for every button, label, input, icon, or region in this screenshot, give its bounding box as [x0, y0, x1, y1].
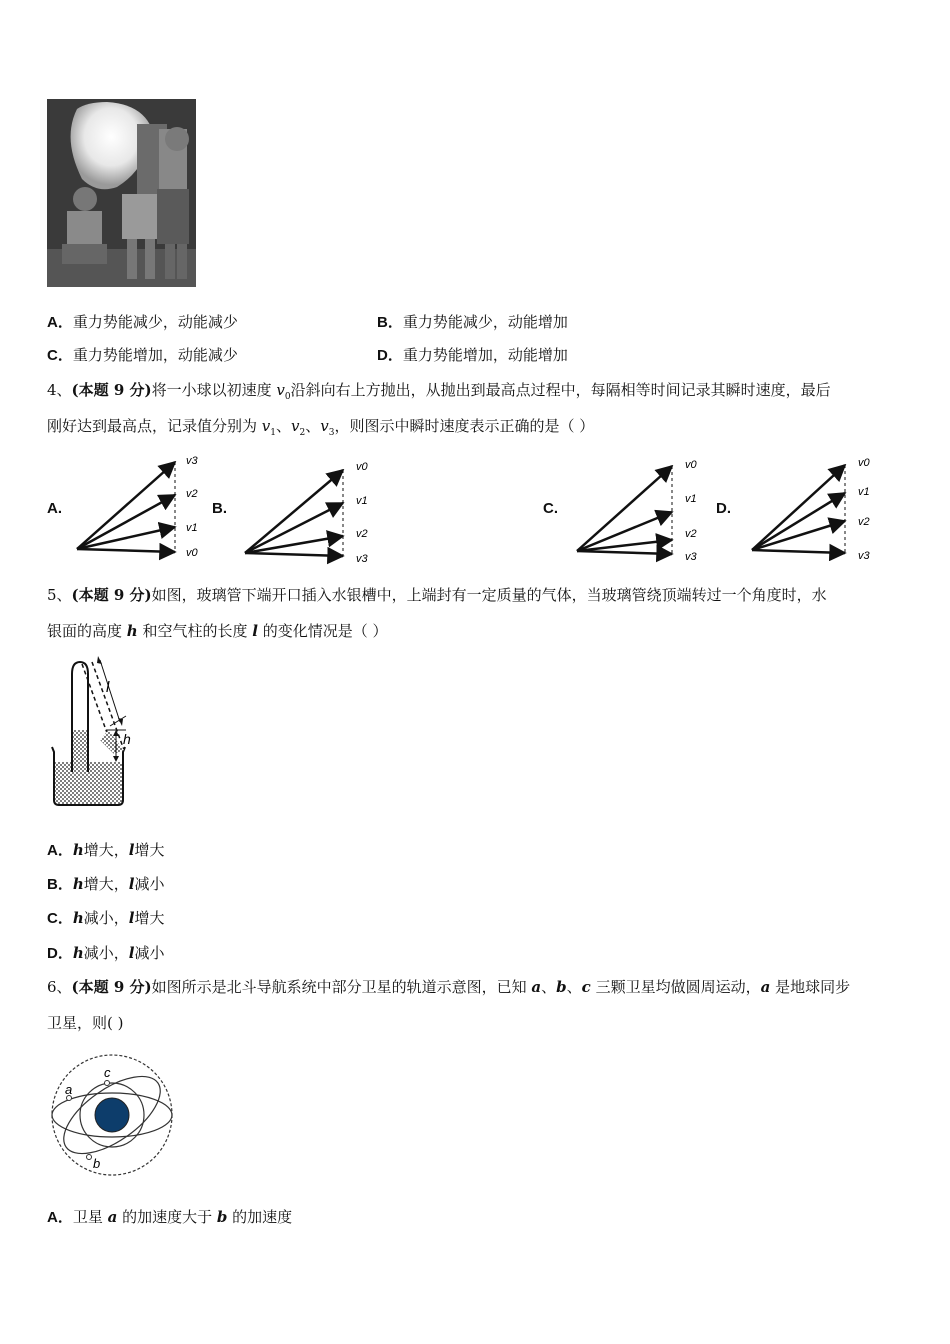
q4-diagram-c [570, 454, 715, 564]
q4-c-label-3: v3 [685, 551, 697, 563]
q4-c-label-0: v0 [685, 459, 697, 471]
q4-c-label-1: v1 [685, 493, 697, 505]
q4-d-label-3: v3 [858, 550, 870, 562]
q4-option-c-label: C. [543, 500, 558, 517]
q6-orbit-diagram [48, 1053, 178, 1183]
q5-line1: 5、(本题 9 分)如图，玻璃管下端开口插入水银槽中，上端封有一定质量的气体，当玻璃管绕顶端转过一个角度时，水 [47, 586, 827, 604]
q5-option-c: C．h减小，l增大 [47, 909, 165, 927]
q5-tube-diagram [48, 652, 148, 812]
q5-fig-h: h [123, 731, 131, 747]
q3-option-a: A．重力势能减少，动能减少 [47, 313, 238, 331]
q3-option-d: D．重力势能增加，动能增加 [377, 346, 568, 364]
q4-diagram-b [238, 456, 383, 566]
q6-option-a: A．卫星 a 的加速度大于 b 的加速度 [47, 1208, 293, 1226]
earth [95, 1098, 129, 1132]
q4-option-a-label: A. [47, 500, 62, 517]
q4-diagram-d [745, 453, 890, 563]
q4-option-d-label: D. [716, 500, 731, 517]
q6-fig-b: b [93, 1156, 101, 1171]
q4-a-label-1: v2 [186, 488, 198, 500]
lantern-photo [47, 99, 196, 287]
q4-b-label-0: v0 [356, 461, 368, 473]
q4-a-label-3: v0 [186, 547, 198, 559]
q4-a-label-0: v3 [186, 455, 198, 467]
q5-option-d: D．h减小，l减小 [47, 944, 165, 962]
q6-line1: 6、(本题 9 分)如图所示是北斗导航系统中部分卫星的轨道示意图，已知 a、b、c 三颗卫星均做圆周运动，a 是地球同步 [47, 978, 851, 996]
q6-fig-a: a [65, 1082, 73, 1097]
q4-line1: 4、(本题 9 分)将一小球以初速度 $v_0$沿斜向右上方抛出，从抛出到最高点过程中，每隔相等时间记录其瞬时速度，最后 [47, 381, 831, 402]
q4-d-label-2: v2 [858, 516, 870, 528]
q4-line2: 刚好达到最高点，记录值分别为 $v_1$、$v_2$、$v_3$，则图示中瞬时速度表示正确的是（ ） [47, 417, 595, 438]
q4-b-label-1: v1 [356, 495, 368, 507]
q4-diagram-a [70, 452, 210, 562]
q6-line2: 卫星，则( ) [47, 1014, 124, 1032]
q4-option-b-label: B. [212, 500, 227, 517]
q4-b-label-2: v2 [356, 528, 368, 540]
q5-fig-l: l [106, 679, 110, 696]
q3-option-c: C．重力势能增加，动能减少 [47, 346, 238, 364]
q5-line2: 银面的高度 h 和空气柱的长度 l 的变化情况是（ ） [47, 622, 388, 640]
q4-d-label-1: v1 [858, 486, 870, 498]
q3-option-b: B．重力势能减少，动能增加 [377, 313, 568, 331]
q5-option-a: A．h增大，l增大 [47, 841, 165, 859]
q5-option-b: B．h增大，l减小 [47, 875, 165, 893]
q4-d-label-0: v0 [858, 457, 870, 469]
q6-fig-c: c [104, 1065, 111, 1080]
q4-c-label-2: v2 [685, 528, 697, 540]
q4-b-label-3: v3 [356, 553, 368, 565]
q4-a-label-2: v1 [186, 522, 198, 534]
